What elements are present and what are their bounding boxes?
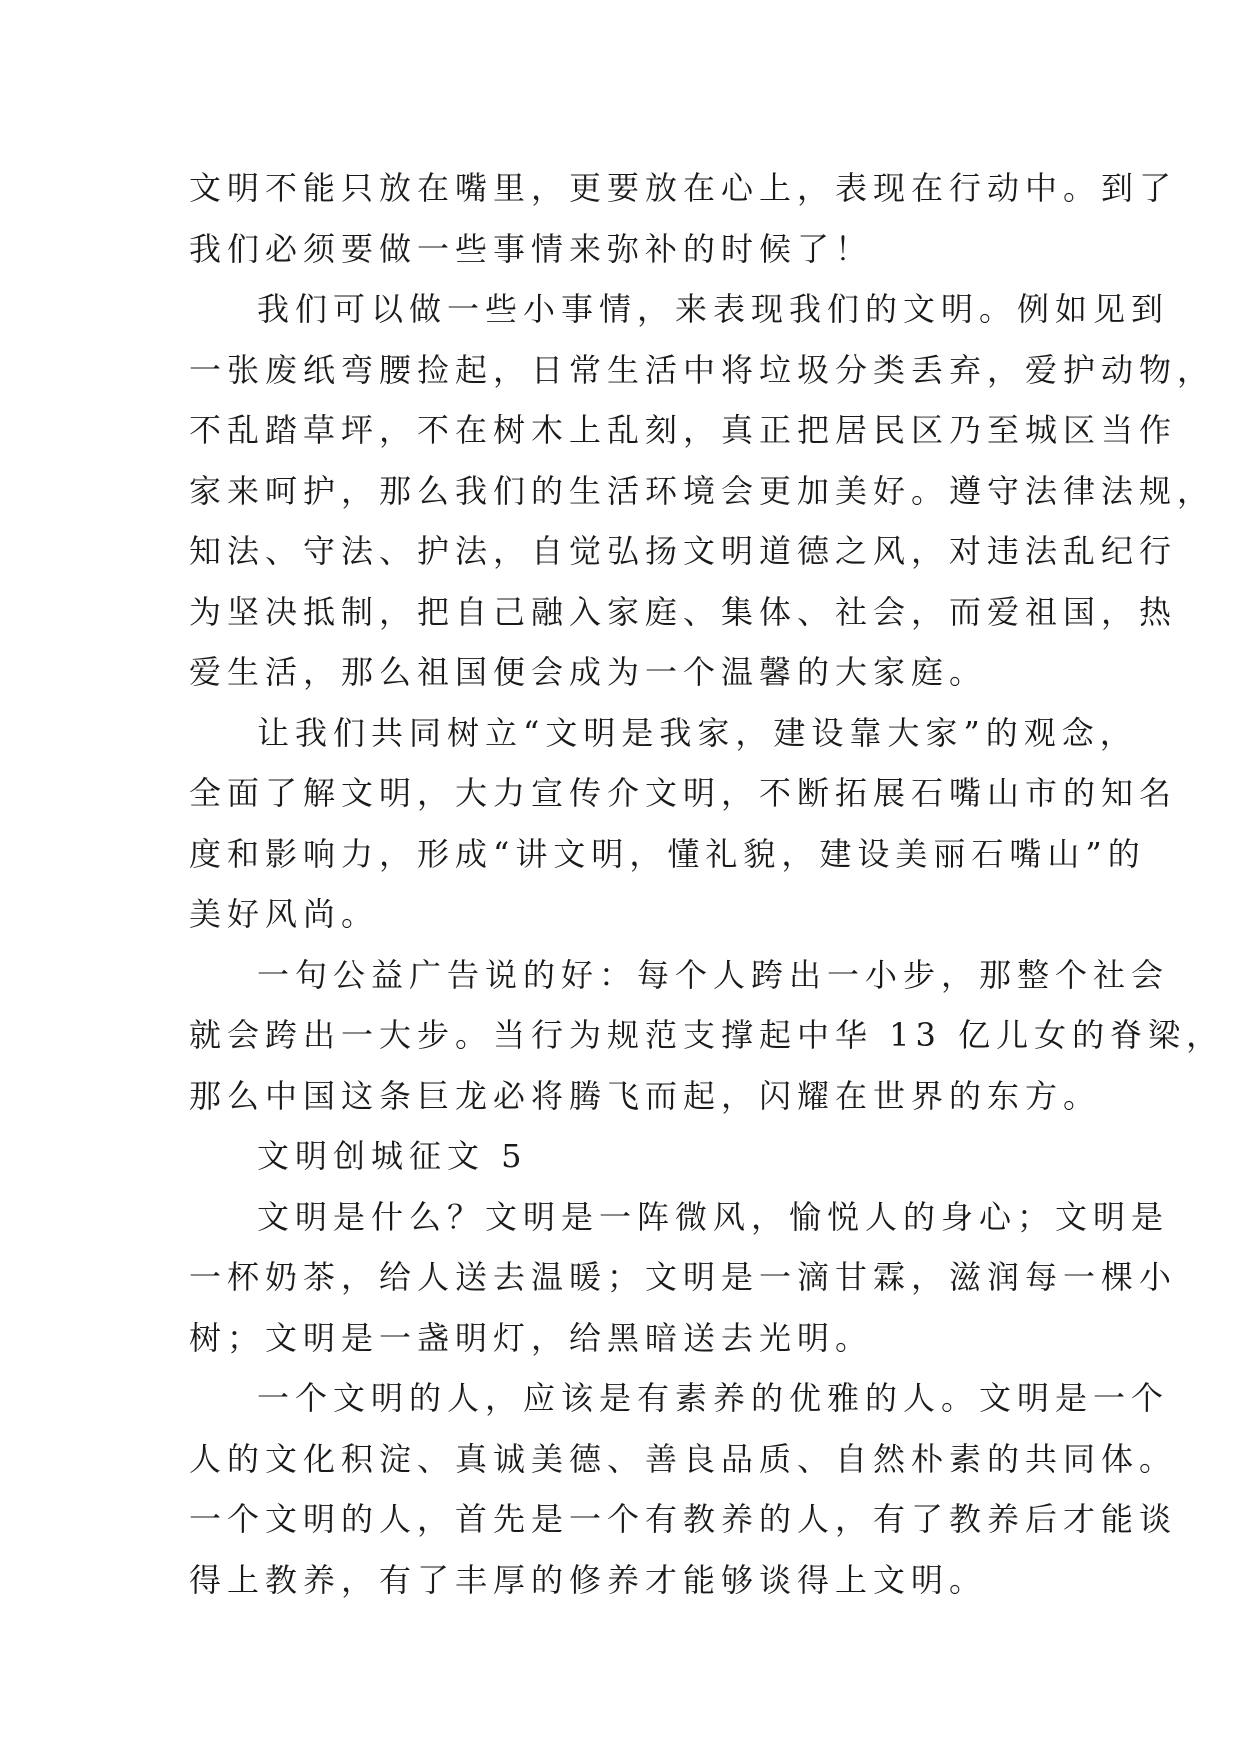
text-line: 文明是什么？文明是一阵微风，愉悦人的身心；文明是	[257, 1197, 1170, 1236]
text-line: 一句公益广告说的好：每个人跨出一小步，那整个社会	[257, 955, 1170, 994]
text-line: 人的文化积淀、真诚美德、善良品质、自然朴素的共同体。	[189, 1439, 1178, 1478]
section-heading: 文明创城征文 5	[257, 1137, 528, 1175]
text-line: 度和影响力，形成“讲文明，懂礼貌，建设美丽石嘴山”的	[189, 834, 1146, 873]
text-line: 家来呵护，那么我们的生活环境会更加美好。遵守法律法规，	[189, 471, 1216, 510]
text-line: 爱生活，那么祖国便会成为一个温馨的大家庭。	[189, 653, 988, 691]
text-line: 我们可以做一些小事情，来表现我们的文明。例如见到	[257, 290, 1170, 328]
text-line: 一张废纸弯腰捡起，日常生活中将垃圾分类丢弃，爱护动物，	[189, 350, 1216, 389]
text-line: 为坚决抵制，把自己融入家庭、集体、社会，而爱祖国，热	[189, 592, 1178, 631]
text-line: 一个文明的人，首先是一个有教养的人，有了教养后才能谈	[189, 1500, 1178, 1538]
text-line: 树；文明是一盏明灯，给黑暗送去光明。	[189, 1318, 874, 1357]
text-line: 就会跨出一大步。当行为规范支撑起中华 13 亿儿女的脊梁，	[189, 1016, 1225, 1054]
text-line: 知法、守法、护法，自觉弘扬文明道德之风，对违法乱纪行	[189, 532, 1178, 570]
document-body	[189, 158, 1225, 1610]
text-line: 美好风尚。	[189, 895, 380, 933]
text-line: 我们必须要做一些事情来弥补的时候了！	[189, 229, 874, 268]
text-line: 一个文明的人，应该是有素养的优雅的人。文明是一个	[257, 1379, 1170, 1417]
text-line: 全面了解文明，大力宣传介文明，不断拓展石嘴山市的知名	[189, 774, 1178, 812]
text-line: 那么中国这条巨龙必将腾飞而起，闪耀在世界的东方。	[189, 1076, 1102, 1115]
text-line: 一杯奶茶，给人送去温暖；文明是一滴甘霖，滋润每一棵小	[189, 1258, 1178, 1296]
text-line: 文明不能只放在嘴里，更要放在心上，表现在行动中。到了	[189, 169, 1178, 207]
text-line: 不乱踏草坪，不在树木上乱刻，真正把居民区乃至城区当作	[189, 411, 1178, 449]
text-line: 得上教养，有了丰厚的修养才能够谈得上文明。	[189, 1560, 988, 1599]
text-line: 让我们共同树立“文明是我家，建设靠大家”的观念，	[257, 713, 1138, 752]
